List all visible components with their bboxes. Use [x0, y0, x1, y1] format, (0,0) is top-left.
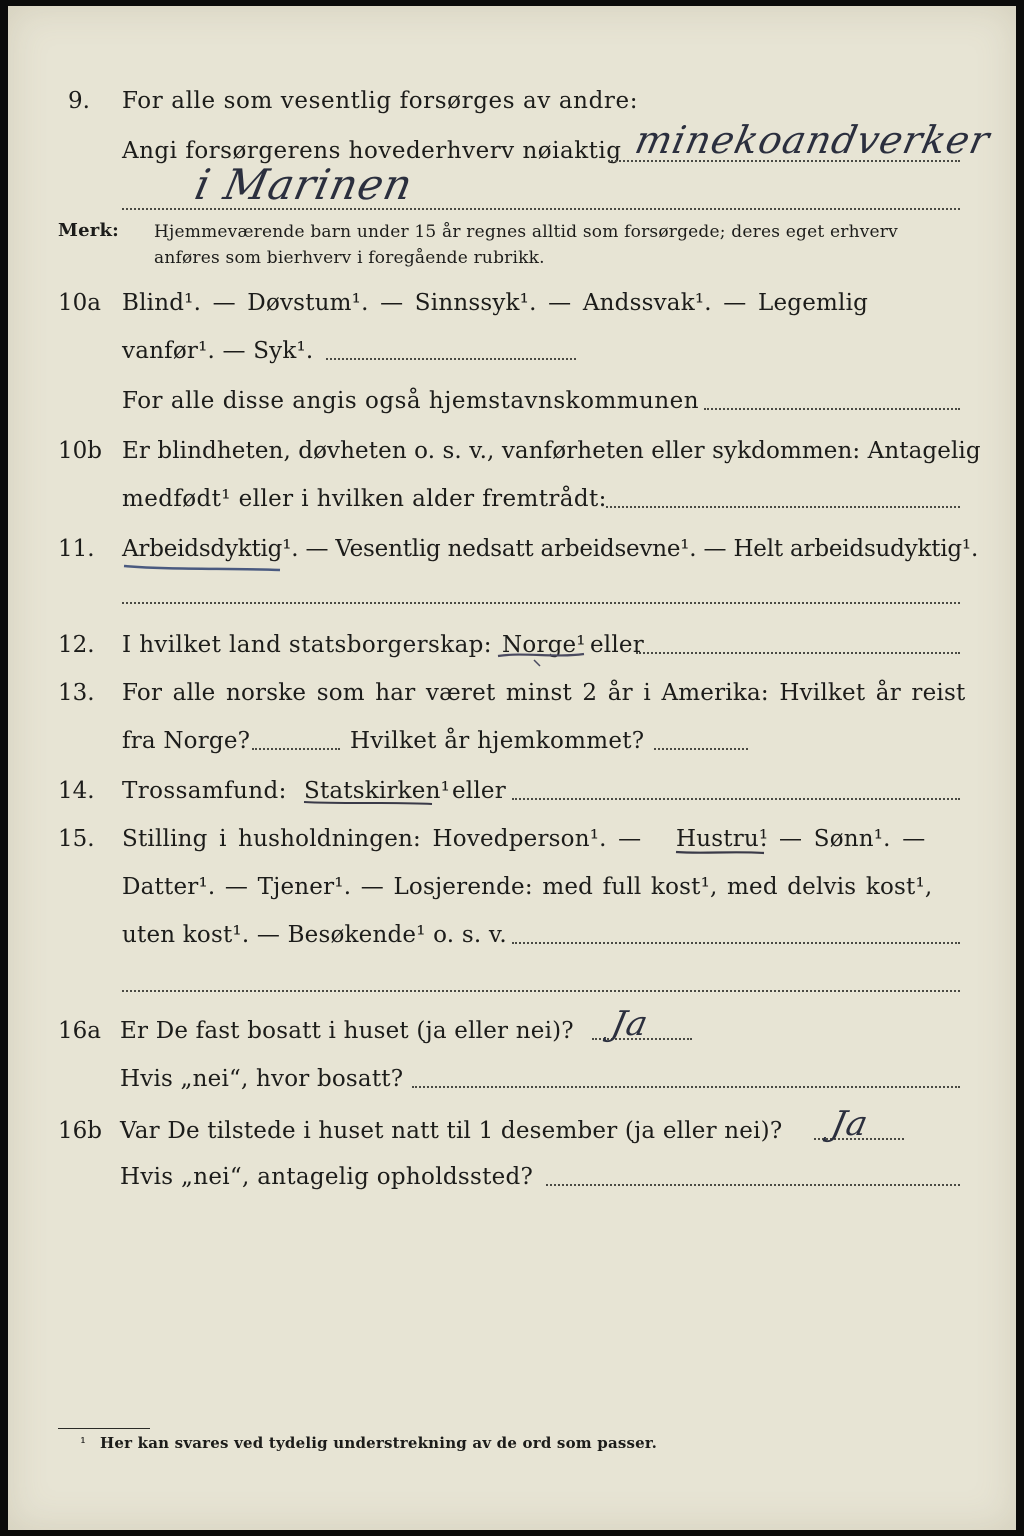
q11-number: 11.: [58, 536, 95, 562]
footnote-text: Her kan svares ved tydelig understrekning av de ord som passer.: [100, 1434, 658, 1452]
q14-tail: eller: [452, 778, 506, 804]
merk-line1: Hjemmeværende barn under 15 år regnes alltid som forsørgede; deres eget erhverv: [154, 222, 898, 242]
q12-answer-line: [636, 652, 960, 654]
q15-line1c: . — Sønn¹. —: [760, 826, 926, 852]
q10a-line3: For alle disse angis også hjemstavnskommunen: [122, 388, 700, 414]
q11-answer-line: [122, 602, 960, 604]
q12-tail: eller: [590, 632, 644, 658]
q10a-answer-line: [326, 358, 576, 360]
footnote-mark: ¹: [80, 1434, 87, 1452]
q9-number: 9.: [68, 88, 90, 114]
q16a-number: 16a: [58, 1018, 101, 1044]
q16a-line2: Hvis „nei“, hvor bosatt?: [120, 1066, 404, 1092]
q12-number: 12.: [58, 632, 95, 658]
q15-line3: uten kost¹. — Besøkende¹ o. s. v.: [122, 922, 507, 948]
q15-pencil-underline: [672, 846, 772, 860]
q14-pencil-underline: [300, 796, 440, 814]
q15-option-hustru: Hustru¹: [676, 826, 769, 852]
q16a-handwritten-answer: Ja: [607, 1004, 653, 1044]
q16b-line1: Var De tilstede i huset natt til 1 desember (ja eller nei)?: [120, 1118, 783, 1144]
q16b-number: 16b: [58, 1118, 102, 1144]
q13-line2a: fra Norge?: [122, 728, 251, 754]
q16a-line1: Er De fast bosatt i huset (ja eller nei)?: [120, 1018, 574, 1044]
q12-line1: I hvilket land statsborgerskap:: [122, 632, 492, 658]
q10b-answer-line: [606, 506, 960, 508]
q15-line1a: Stilling i husholdningen: Hovedperson¹. —: [122, 826, 642, 852]
q14-option-statskirken: Statskirken¹: [304, 778, 451, 804]
q12-option-norge: Norge¹: [502, 632, 586, 658]
q14-answer-line: [512, 798, 960, 800]
q15-answer-line: [512, 942, 960, 944]
q9-line2: Angi forsørgerens hovederhverv nøiaktig: [122, 138, 622, 164]
q14-label: Trossamfund:: [122, 778, 287, 804]
q13-line1: For alle norske som har været minst 2 år i Amerika: Hvilket år reist: [122, 680, 966, 706]
merk-label: Merk:: [58, 220, 119, 241]
q9-handwritten-answer-1: minekoandverker: [631, 118, 994, 162]
q16b-whereabouts-line: [546, 1184, 960, 1186]
q10a-line2: vanfør¹. — Syk¹.: [122, 338, 314, 364]
q10a-line1: Blind¹. — Døvstum¹. — Sinnssyk¹. — Andssvak¹. — Legemlig: [122, 290, 869, 316]
q16a-residence-line: [412, 1086, 960, 1088]
q10b-line2: medfødt¹ eller i hvilken alder fremtrådt:: [122, 486, 607, 512]
q13-year-left-line: [252, 748, 340, 750]
q10a-hometown-line: [704, 408, 960, 410]
q16b-handwritten-answer: Ja: [827, 1104, 873, 1144]
merk-line2: anføres som bierhverv i foregående rubrikk.: [154, 248, 545, 268]
q10a-number: 10a: [58, 290, 101, 316]
q13-number: 13.: [58, 680, 95, 706]
q9-handwritten-answer-2: i Marinen: [190, 160, 418, 209]
footnote-rule: [58, 1428, 150, 1429]
q10b-number: 10b: [58, 438, 102, 464]
q15-line2: Datter¹. — Tjener¹. — Losjerende: med full kost¹, med delvis kost¹,: [122, 874, 933, 900]
q15-answer-line-2: [122, 990, 960, 992]
q12-pencil-underline: [494, 644, 594, 668]
q16b-line2: Hvis „nei“, antagelig opholdssted?: [120, 1164, 534, 1190]
q15-number: 15.: [58, 826, 95, 852]
q11-line1: Arbeidsdyktig¹. — Vesentlig nedsatt arbeidsevne¹. — Helt arbeidsudyktig¹.: [122, 536, 979, 562]
q9-line1: For alle som vesentlig forsørges av andre:: [122, 88, 639, 114]
q11-pencil-underline: [120, 560, 290, 576]
q10b-line1: Er blindheten, døvheten o. s. v., vanførheten eller sykdommen: Antagelig: [122, 438, 981, 464]
q13-line2b: Hvilket år hjemkommet?: [350, 728, 645, 754]
q14-number: 14.: [58, 778, 95, 804]
q13-year-returned-line: [654, 748, 748, 750]
